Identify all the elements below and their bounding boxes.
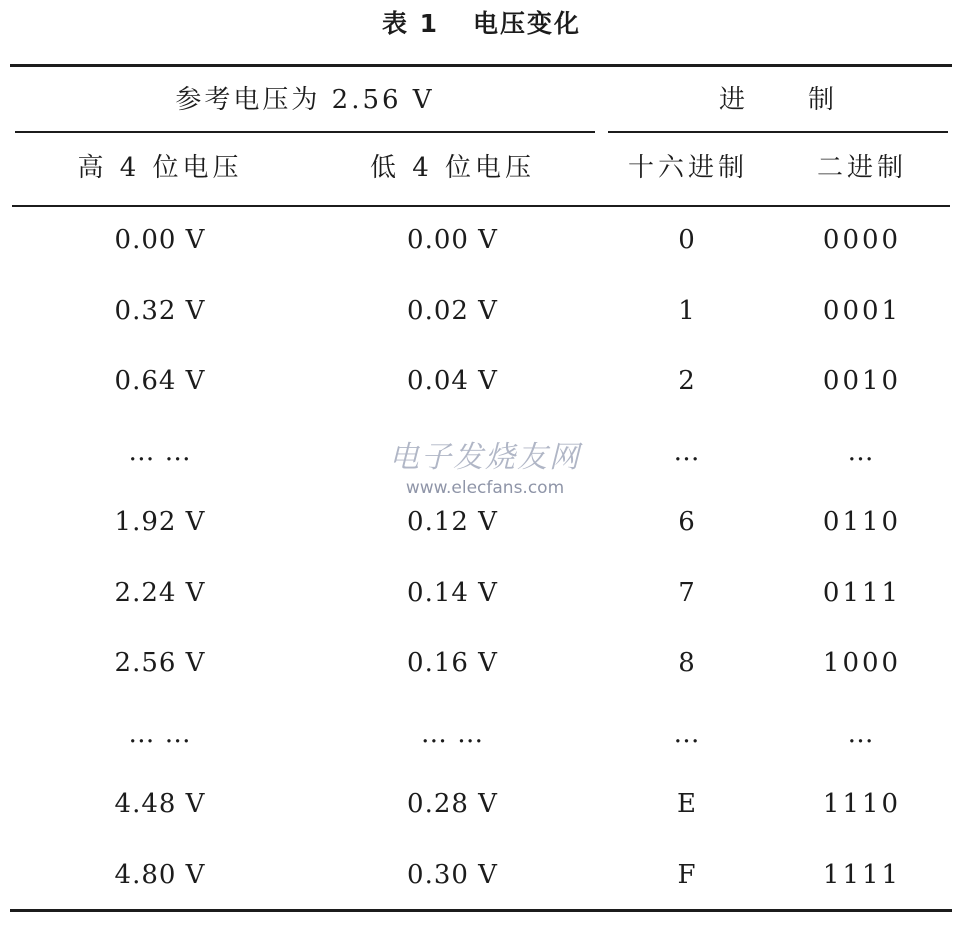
cell-low-voltage: 0.12 V xyxy=(407,507,498,537)
cell-hex: F xyxy=(677,859,699,890)
cell-high-voltage: … … xyxy=(128,436,192,467)
cell-high-voltage: 4.80 V xyxy=(114,859,206,890)
group-header-base xyxy=(608,70,948,130)
cell-hex: 6 xyxy=(678,507,698,537)
table-number: 表 1 xyxy=(381,9,440,38)
cell-low-voltage: 0.28 V xyxy=(407,789,498,819)
cell-hex: 8 xyxy=(678,648,698,678)
cell-hex: 2 xyxy=(678,366,698,396)
cell-binary: 0010 xyxy=(822,366,902,396)
group-rule-left xyxy=(15,131,595,133)
table-row xyxy=(0,840,963,911)
table-row xyxy=(0,628,963,699)
table-row xyxy=(0,276,963,347)
watermark-text: 电子发烧友网 xyxy=(389,440,581,475)
group-header-base-part1: 进 xyxy=(718,85,748,115)
table-title xyxy=(0,2,963,46)
cell-hex: … xyxy=(673,718,703,749)
group-header-reference-voltage: 参考电压为 2.56 V xyxy=(175,85,435,115)
cell-high-voltage: 0.32 V xyxy=(114,295,206,326)
cell-binary: 0110 xyxy=(822,507,902,537)
table-row xyxy=(0,487,963,558)
cell-low-voltage: … … xyxy=(420,718,485,749)
group-rule-right xyxy=(608,131,948,133)
column-header-binary: 二进制 xyxy=(816,153,907,183)
cell-binary: 0001 xyxy=(822,295,902,326)
column-header-hex: 十六进制 xyxy=(627,153,748,183)
cell-low-voltage: 0.02 V xyxy=(407,295,498,326)
cell-binary: 1111 xyxy=(822,859,902,890)
cell-hex: E xyxy=(677,789,699,819)
column-header-low-voltage: 低 4 位电压 xyxy=(369,153,536,183)
cell-binary: … xyxy=(847,718,877,749)
cell-high-voltage: 0.64 V xyxy=(114,366,206,396)
cell-hex: 1 xyxy=(678,295,698,326)
table-row xyxy=(0,769,963,840)
top-rule xyxy=(10,64,952,67)
table-row xyxy=(0,205,963,276)
cell-low-voltage: 0.04 V xyxy=(407,366,498,396)
cell-hex: 7 xyxy=(678,577,698,608)
cell-hex: … xyxy=(673,436,703,467)
cell-high-voltage: 2.56 V xyxy=(114,648,206,678)
cell-high-voltage: 4.48 V xyxy=(114,789,206,819)
cell-low-voltage: 0.30 V xyxy=(407,859,498,890)
table-row xyxy=(0,417,963,488)
cell-high-voltage: 0.00 V xyxy=(114,225,206,255)
table-caption: 电压变化 xyxy=(473,9,582,38)
table-row xyxy=(0,699,963,770)
table-body xyxy=(0,205,963,909)
column-header-high-voltage: 高 4 位电压 xyxy=(77,153,243,183)
cell-low-voltage xyxy=(305,417,600,488)
cell-binary: 1000 xyxy=(822,648,902,678)
table-row xyxy=(0,558,963,629)
cell-binary: 0000 xyxy=(822,225,902,255)
table-row xyxy=(0,346,963,417)
cell-binary: 1110 xyxy=(822,789,902,819)
cell-hex: 0 xyxy=(678,225,698,255)
bottom-rule xyxy=(10,909,952,912)
cell-high-voltage: … … xyxy=(128,718,192,749)
watermark-url: www.elecfans.com xyxy=(405,478,565,498)
cell-binary: 0111 xyxy=(822,577,902,608)
cell-binary: … xyxy=(847,436,877,467)
group-header-base-part2: 制 xyxy=(808,85,838,115)
cell-low-voltage: 0.14 V xyxy=(407,577,498,608)
cell-low-voltage: 0.16 V xyxy=(407,648,498,678)
cell-high-voltage: 1.92 V xyxy=(114,507,206,537)
cell-low-voltage: 0.00 V xyxy=(407,225,498,255)
cell-high-voltage: 2.24 V xyxy=(114,577,206,608)
